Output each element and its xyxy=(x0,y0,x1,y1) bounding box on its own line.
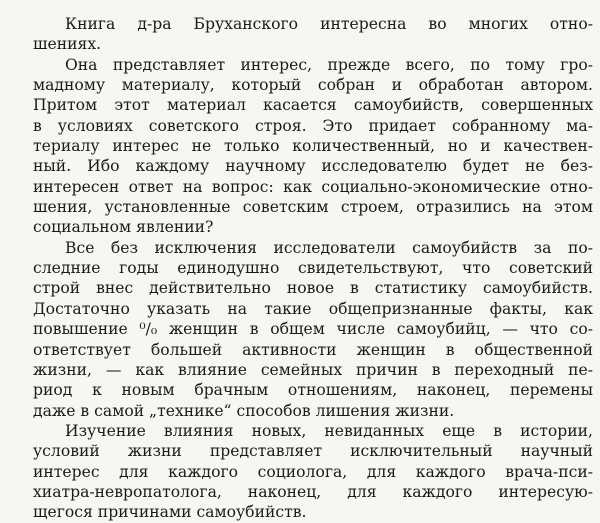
text-line: социальном явлении? xyxy=(33,218,214,237)
text-line: териалу интерес не только количественный, но и качествен- xyxy=(33,137,593,156)
text-line: даже в самой „технике“ способов лишения жизни. xyxy=(33,401,455,420)
text-line: Изучение влияния новых, невиданных еще в истории, xyxy=(65,421,593,440)
text-line: щегося причинами самоубийств. xyxy=(33,503,307,522)
text-line: Все без исключения исследователи самоубийств за по- xyxy=(65,238,593,257)
text-line: следние годы единодушно свидетельствуют, что советский xyxy=(33,259,593,278)
text-line: интересен ответ на вопрос: как социально-экономические отно- xyxy=(33,177,593,196)
text-line: строй внес действительно новое в статистику самоубийств. xyxy=(33,279,593,298)
text-line: хиатра-невропатолога, наконец, для каждого интересую- xyxy=(33,482,593,501)
text-line: ный. Ибо каждому научному исследователю будет не без- xyxy=(33,157,593,176)
text-line: Притом этот материал касается самоубийств, совершенных xyxy=(33,96,593,115)
text-line: в условиях советского строя. Это придает собранному ма- xyxy=(33,116,593,135)
text-line: риод к новым брачным отношениям, наконец, перемены xyxy=(33,381,593,400)
text-line: жизни, — как влияние семейных причин в переходный пе- xyxy=(33,360,593,379)
text-line: шениях. xyxy=(33,35,102,54)
text-line: интерес для каждого социолога, для каждого врача-пси- xyxy=(33,462,593,481)
text-line: Достаточно указать на такие общепризнанные факты, как xyxy=(33,299,593,318)
text-line: мадному материалу, который собран и обработан автором. xyxy=(33,76,593,95)
text-line: ответствует большей активности женщин в общественной xyxy=(33,340,593,359)
text-line: шения, установленные советским строем, отразились на этом xyxy=(33,198,593,217)
text-line: Она представляет интерес, прежде всего, по тому гро- xyxy=(65,55,593,74)
text-line: Книга д-ра Бруханского интересна во многих отно- xyxy=(65,15,593,33)
text-line: условий жизни представляет исключительный научный xyxy=(33,442,593,461)
text-line: повышение ⁰/₀ женщин в общем числе самоубийц, — что со- xyxy=(33,320,593,339)
document-text xyxy=(33,14,593,523)
